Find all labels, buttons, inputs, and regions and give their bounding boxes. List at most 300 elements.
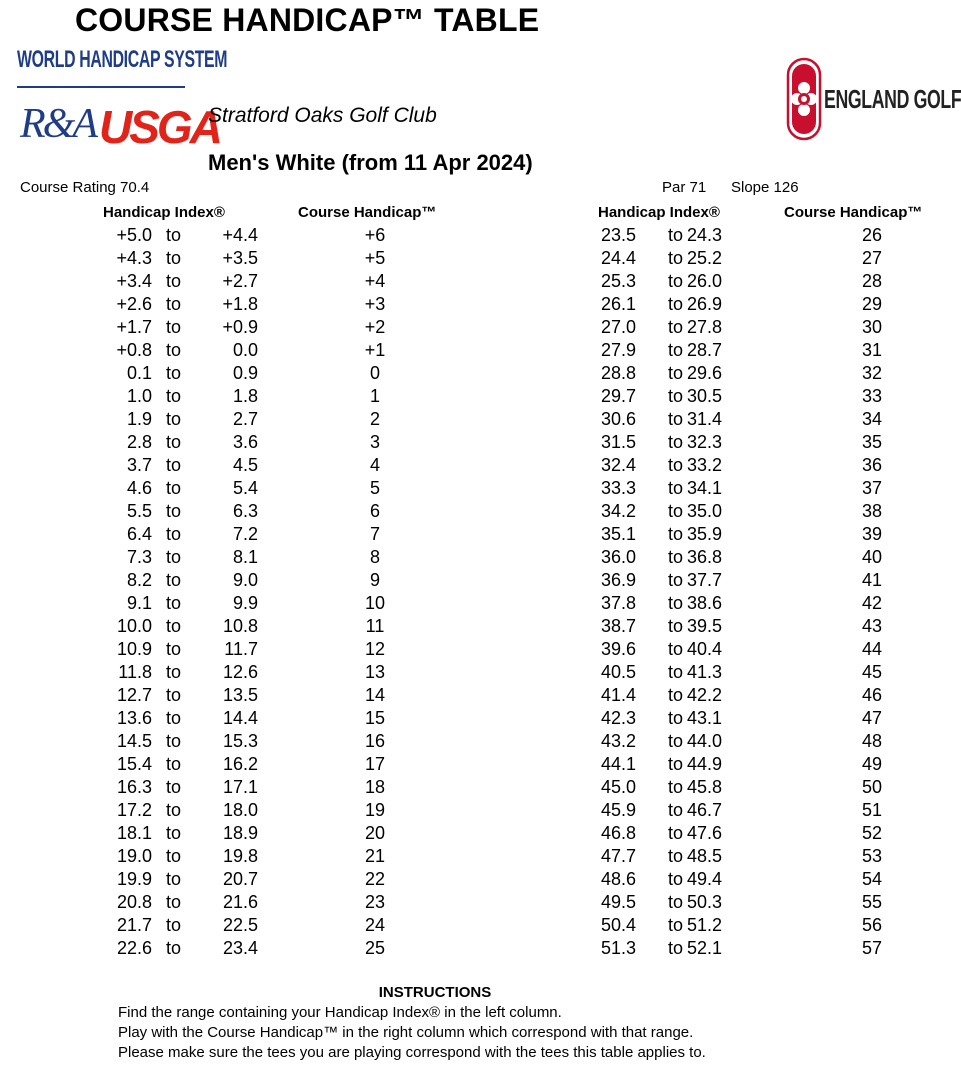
to-label: to [166, 846, 182, 866]
handicap-index-from: +4.3 [116, 248, 152, 268]
table-row [0, 408, 470, 431]
right-course-handicap-header: Course Handicap™ [784, 204, 923, 221]
to-label: to [166, 248, 182, 268]
handicap-index-from: 45.9 [600, 800, 636, 820]
course-handicap-value: +6 [364, 225, 386, 245]
handicap-index-from: 37.8 [600, 593, 636, 613]
left-handicap-index-header: Handicap Index® [103, 204, 225, 221]
handicap-index-from: 2.8 [126, 432, 152, 452]
table-row [470, 247, 940, 270]
table-row [470, 661, 940, 684]
to-label: to [668, 363, 684, 383]
to-label: to [668, 731, 684, 751]
handicap-index-from: 34.2 [600, 501, 636, 521]
course-handicap-value: 55 [861, 892, 883, 912]
to-label: to [166, 708, 182, 728]
course-handicap-value: 49 [861, 754, 883, 774]
table-row [0, 914, 470, 937]
handicap-index-to: 18.0 [222, 800, 258, 820]
handicap-index-from: 11.8 [118, 662, 152, 682]
handicap-index-from: +5.0 [116, 225, 152, 245]
to-label: to [668, 524, 684, 544]
to-label: to [668, 708, 684, 728]
handicap-index-to: 1.8 [232, 386, 258, 406]
table-row [470, 523, 940, 546]
to-label: to [166, 662, 182, 682]
handicap-index-to: 17.1 [222, 777, 258, 797]
table-row [470, 339, 940, 362]
handicap-index-from: 50.4 [600, 915, 636, 935]
table-row [0, 339, 470, 362]
to-label: to [668, 685, 684, 705]
to-label: to [166, 685, 182, 705]
to-label: to [668, 662, 684, 682]
table-row [470, 707, 940, 730]
course-handicap-value: 7 [369, 524, 381, 544]
table-row [470, 316, 940, 339]
handicap-index-to: +4.4 [222, 225, 258, 245]
to-label: to [668, 455, 684, 475]
table-row [470, 937, 940, 960]
handicap-index-from: 29.7 [600, 386, 636, 406]
slope-value: Slope 126 [731, 179, 799, 196]
course-handicap-value: 50 [861, 777, 883, 797]
to-label: to [166, 271, 182, 291]
handicap-index-from: 33.3 [600, 478, 636, 498]
to-label: to [668, 317, 684, 337]
handicap-index-from: 14.5 [116, 731, 152, 751]
england-golf-rose-icon [787, 58, 821, 140]
table-row [470, 454, 940, 477]
handicap-index-to: 43.1 [686, 708, 722, 728]
to-label: to [668, 777, 684, 797]
to-label: to [668, 294, 684, 314]
handicap-index-from: +0.8 [116, 340, 152, 360]
to-label: to [166, 455, 182, 475]
handicap-index-from: 5.5 [126, 501, 152, 521]
handicap-index-from: 10.9 [116, 639, 152, 659]
handicap-index-to: 7.2 [232, 524, 258, 544]
handicap-index-from: 28.8 [600, 363, 636, 383]
handicap-index-to: 45.8 [686, 777, 722, 797]
handicap-index-from: 48.6 [600, 869, 636, 889]
to-label: to [166, 915, 182, 935]
table-row [0, 316, 470, 339]
handicap-index-from: 25.3 [600, 271, 636, 291]
table-row [0, 799, 470, 822]
handicap-index-from: 51.3 [600, 938, 636, 958]
table-row [470, 270, 940, 293]
tees-label: Men's White (from 11 Apr 2024) [208, 150, 533, 175]
table-row [0, 592, 470, 615]
to-label: to [166, 432, 182, 452]
course-handicap-value: 19 [364, 800, 386, 820]
handicap-index-to: 6.3 [232, 501, 258, 521]
to-label: to [668, 386, 684, 406]
to-label: to [166, 409, 182, 429]
handicap-index-to: 44.9 [686, 754, 722, 774]
usga-logo: USGA [99, 101, 220, 153]
handicap-index-to: 29.6 [686, 363, 722, 383]
table-row [470, 914, 940, 937]
to-label: to [166, 570, 182, 590]
course-handicap-value: 57 [861, 938, 883, 958]
course-handicap-value: 44 [861, 639, 883, 659]
table-row [0, 569, 470, 592]
r-and-a-logo: R&A [20, 101, 95, 147]
handicap-index-to: 15.3 [222, 731, 258, 751]
to-label: to [668, 869, 684, 889]
handicap-index-to: 25.2 [686, 248, 722, 268]
table-row [470, 615, 940, 638]
course-handicap-value: 40 [861, 547, 883, 567]
course-handicap-value: 22 [364, 869, 386, 889]
course-handicap-value: 43 [861, 616, 883, 636]
handicap-index-to: 22.5 [222, 915, 258, 935]
par-value: Par 71 [662, 179, 707, 196]
handicap-index-to: 48.5 [686, 846, 722, 866]
table-row [0, 293, 470, 316]
handicap-index-to: 18.9 [222, 823, 258, 843]
handicap-index-from: 35.1 [600, 524, 636, 544]
table-row [470, 845, 940, 868]
handicap-index-from: 19.9 [116, 869, 152, 889]
to-label: to [166, 616, 182, 636]
handicap-index-to: 4.5 [232, 455, 258, 475]
table-row [0, 822, 470, 845]
course-handicap-value: 26 [861, 225, 883, 245]
handicap-index-to: 28.7 [686, 340, 722, 360]
table-row [470, 477, 940, 500]
handicap-index-to: 16.2 [222, 754, 258, 774]
world-handicap-system-logo: WORLD HANDICAP SYSTEM [17, 46, 228, 73]
to-label: to [166, 639, 182, 659]
handicap-index-from: 39.6 [600, 639, 636, 659]
to-label: to [166, 317, 182, 337]
table-row [470, 224, 940, 247]
handicap-index-to: 40.4 [686, 639, 722, 659]
to-label: to [668, 639, 684, 659]
handicap-index-to: 51.2 [686, 915, 722, 935]
course-handicap-value: 38 [861, 501, 883, 521]
handicap-index-from: 45.0 [600, 777, 636, 797]
handicap-index-from: 36.0 [600, 547, 636, 567]
to-label: to [668, 271, 684, 291]
course-handicap-value: 27 [861, 248, 883, 268]
to-label: to [668, 593, 684, 613]
handicap-index-from: 13.6 [116, 708, 152, 728]
handicap-index-to: 0.9 [232, 363, 258, 383]
handicap-index-to: 10.8 [222, 616, 258, 636]
handicap-index-to: 8.1 [232, 547, 258, 567]
table-row [470, 684, 940, 707]
table-row [0, 224, 470, 247]
course-handicap-value: 52 [861, 823, 883, 843]
course-handicap-value: 32 [861, 363, 883, 383]
to-label: to [668, 846, 684, 866]
handicap-index-from: 24.4 [600, 248, 636, 268]
handicap-index-to: 37.7 [686, 570, 722, 590]
to-label: to [166, 869, 182, 889]
to-label: to [166, 478, 182, 498]
to-label: to [166, 800, 182, 820]
left-course-handicap-header: Course Handicap™ [298, 204, 437, 221]
handicap-index-to: 5.4 [232, 478, 258, 498]
course-handicap-value: 51 [861, 800, 883, 820]
handicap-index-to: 24.3 [686, 225, 722, 245]
handicap-index-from: 4.6 [126, 478, 152, 498]
handicap-index-from: 12.7 [116, 685, 152, 705]
to-label: to [668, 340, 684, 360]
club-name: Stratford Oaks Golf Club [208, 104, 437, 127]
course-handicap-value: 4 [369, 455, 381, 475]
handicap-index-from: 32.4 [600, 455, 636, 475]
table-row [0, 776, 470, 799]
table-row [0, 362, 470, 385]
handicap-index-from: 43.2 [600, 731, 636, 751]
handicap-index-to: 52.1 [686, 938, 722, 958]
course-handicap-value: 5 [369, 478, 381, 498]
course-handicap-value: 29 [861, 294, 883, 314]
handicap-index-to: +0.9 [222, 317, 258, 337]
handicap-index-to: 27.8 [686, 317, 722, 337]
to-label: to [668, 754, 684, 774]
table-row [470, 362, 940, 385]
handicap-index-to: 13.5 [222, 685, 258, 705]
handicap-index-to: 44.0 [686, 731, 722, 751]
handicap-index-from: 3.7 [126, 455, 152, 475]
to-label: to [166, 294, 182, 314]
course-handicap-value: 11 [365, 616, 385, 636]
handicap-index-to: 49.4 [686, 869, 722, 889]
handicap-index-from: 18.1 [116, 823, 152, 843]
instruction-line: Play with the Course Handicap™ in the right column which correspond with that range. [118, 1024, 694, 1041]
handicap-index-to: 35.0 [686, 501, 722, 521]
handicap-index-to: 9.9 [232, 593, 258, 613]
course-handicap-value: 24 [364, 915, 386, 935]
to-label: to [668, 432, 684, 452]
handicap-index-from: 6.4 [126, 524, 152, 544]
handicap-index-to: 14.4 [222, 708, 258, 728]
table-row [0, 500, 470, 523]
handicap-index-from: 7.3 [126, 547, 152, 567]
table-row [0, 753, 470, 776]
handicap-index-from: +1.7 [116, 317, 152, 337]
course-handicap-value: +4 [364, 271, 386, 291]
handicap-index-from: 22.6 [116, 938, 152, 958]
handicap-index-from: 47.7 [600, 846, 636, 866]
course-handicap-value: 16 [364, 731, 386, 751]
to-label: to [166, 938, 182, 958]
course-handicap-value: 42 [861, 593, 883, 613]
course-rating: Course Rating 70.4 [20, 179, 150, 196]
course-handicap-value: 46 [861, 685, 883, 705]
to-label: to [668, 823, 684, 843]
table-row [0, 661, 470, 684]
table-row [470, 891, 940, 914]
handicap-index-to: 11.7 [224, 639, 258, 659]
handicap-index-to: 42.2 [686, 685, 722, 705]
course-handicap-value: 20 [364, 823, 386, 843]
handicap-index-to: 0.0 [232, 340, 258, 360]
course-handicap-value: 14 [364, 685, 386, 705]
to-label: to [166, 524, 182, 544]
left-handicap-table [0, 224, 470, 960]
to-label: to [166, 363, 182, 383]
course-handicap-value: +3 [364, 294, 386, 314]
handicap-index-from: 40.5 [600, 662, 636, 682]
handicap-index-from: 23.5 [600, 225, 636, 245]
instruction-line: Find the range containing your Handicap Index® in the left column. [118, 1004, 562, 1021]
table-row [0, 615, 470, 638]
handicap-index-from: 19.0 [116, 846, 152, 866]
handicap-index-to: 21.6 [222, 892, 258, 912]
to-label: to [668, 478, 684, 498]
course-handicap-value: 39 [861, 524, 883, 544]
right-handicap-index-header: Handicap Index® [598, 204, 720, 221]
handicap-index-from: 27.9 [600, 340, 636, 360]
to-label: to [166, 225, 182, 245]
table-row [470, 293, 940, 316]
table-row [470, 799, 940, 822]
handicap-index-from: 26.1 [600, 294, 636, 314]
handicap-index-from: 38.7 [600, 616, 636, 636]
course-handicap-value: 18 [364, 777, 386, 797]
table-row [0, 937, 470, 960]
handicap-index-from: 0.1 [126, 363, 152, 383]
handicap-index-from: +3.4 [116, 271, 152, 291]
handicap-index-from: 21.7 [116, 915, 152, 935]
to-label: to [668, 409, 684, 429]
handicap-index-to: 30.5 [686, 386, 722, 406]
to-label: to [668, 248, 684, 268]
table-row [0, 477, 470, 500]
course-handicap-value: 17 [364, 754, 386, 774]
handicap-index-to: +2.7 [222, 271, 258, 291]
course-handicap-value: 45 [861, 662, 883, 682]
handicap-index-to: 26.0 [686, 271, 722, 291]
course-handicap-value: +1 [364, 340, 386, 360]
course-handicap-value: 33 [861, 386, 883, 406]
table-row [0, 684, 470, 707]
to-label: to [166, 547, 182, 567]
handicap-index-to: 39.5 [686, 616, 722, 636]
handicap-index-from: 1.9 [126, 409, 152, 429]
table-row [0, 891, 470, 914]
table-row [470, 500, 940, 523]
table-row [0, 385, 470, 408]
course-handicap-value: 23 [364, 892, 386, 912]
to-label: to [166, 823, 182, 843]
course-handicap-value: 21 [364, 846, 386, 866]
to-label: to [668, 938, 684, 958]
course-handicap-value: 6 [369, 501, 381, 521]
course-handicap-value: 9 [369, 570, 381, 590]
instructions-title: INSTRUCTIONS [378, 984, 492, 1001]
table-row [0, 431, 470, 454]
table-row [470, 385, 940, 408]
table-row [470, 408, 940, 431]
to-label: to [166, 340, 182, 360]
handicap-index-to: 19.8 [222, 846, 258, 866]
course-handicap-value: 41 [861, 570, 883, 590]
handicap-index-from: +2.6 [116, 294, 152, 314]
table-row [0, 868, 470, 891]
handicap-index-to: 35.9 [686, 524, 722, 544]
table-row [0, 638, 470, 661]
handicap-index-from: 49.5 [600, 892, 636, 912]
table-row [470, 638, 940, 661]
course-handicap-value: 34 [861, 409, 883, 429]
handicap-index-from: 9.1 [126, 593, 152, 613]
course-handicap-value: 47 [861, 708, 883, 728]
handicap-index-to: 46.7 [686, 800, 722, 820]
to-label: to [668, 225, 684, 245]
course-handicap-value: 48 [861, 731, 883, 751]
course-handicap-value: 8 [369, 547, 381, 567]
handicap-index-from: 20.8 [116, 892, 152, 912]
to-label: to [668, 915, 684, 935]
course-handicap-value: 13 [364, 662, 386, 682]
course-handicap-value: 54 [861, 869, 883, 889]
course-handicap-value: +2 [364, 317, 386, 337]
to-label: to [668, 547, 684, 567]
course-handicap-value: +5 [364, 248, 386, 268]
to-label: to [166, 754, 182, 774]
course-handicap-value: 36 [861, 455, 883, 475]
handicap-index-from: 46.8 [600, 823, 636, 843]
course-handicap-value: 35 [861, 432, 883, 452]
course-handicap-value: 10 [364, 593, 386, 613]
table-row [0, 247, 470, 270]
to-label: to [668, 616, 684, 636]
to-label: to [166, 731, 182, 751]
handicap-index-to: 50.3 [686, 892, 722, 912]
handicap-index-to: 23.4 [222, 938, 258, 958]
table-row [0, 730, 470, 753]
to-label: to [166, 593, 182, 613]
handicap-index-to: +1.8 [222, 294, 258, 314]
table-row [470, 753, 940, 776]
right-handicap-table [470, 224, 940, 960]
to-label: to [668, 570, 684, 590]
to-label: to [166, 501, 182, 521]
handicap-index-from: 16.3 [116, 777, 152, 797]
to-label: to [668, 892, 684, 912]
course-handicap-value: 28 [861, 271, 883, 291]
table-row [470, 776, 940, 799]
course-handicap-value: 12 [364, 639, 386, 659]
instruction-line: Please make sure the tees you are playing correspond with the tees this table applies to. [118, 1044, 706, 1061]
course-handicap-value: 0 [369, 363, 381, 383]
table-row [0, 454, 470, 477]
table-row [470, 569, 940, 592]
whs-logo-underline [17, 86, 185, 88]
handicap-index-to: 33.2 [686, 455, 722, 475]
table-row [470, 592, 940, 615]
course-handicap-value: 15 [364, 708, 386, 728]
handicap-index-from: 8.2 [126, 570, 152, 590]
handicap-index-from: 27.0 [600, 317, 636, 337]
handicap-index-to: 26.9 [686, 294, 722, 314]
handicap-index-to: 41.3 [686, 662, 722, 682]
to-label: to [668, 800, 684, 820]
handicap-index-from: 41.4 [600, 685, 636, 705]
course-handicap-value: 37 [861, 478, 883, 498]
to-label: to [166, 386, 182, 406]
handicap-index-from: 31.5 [600, 432, 636, 452]
to-label: to [166, 892, 182, 912]
